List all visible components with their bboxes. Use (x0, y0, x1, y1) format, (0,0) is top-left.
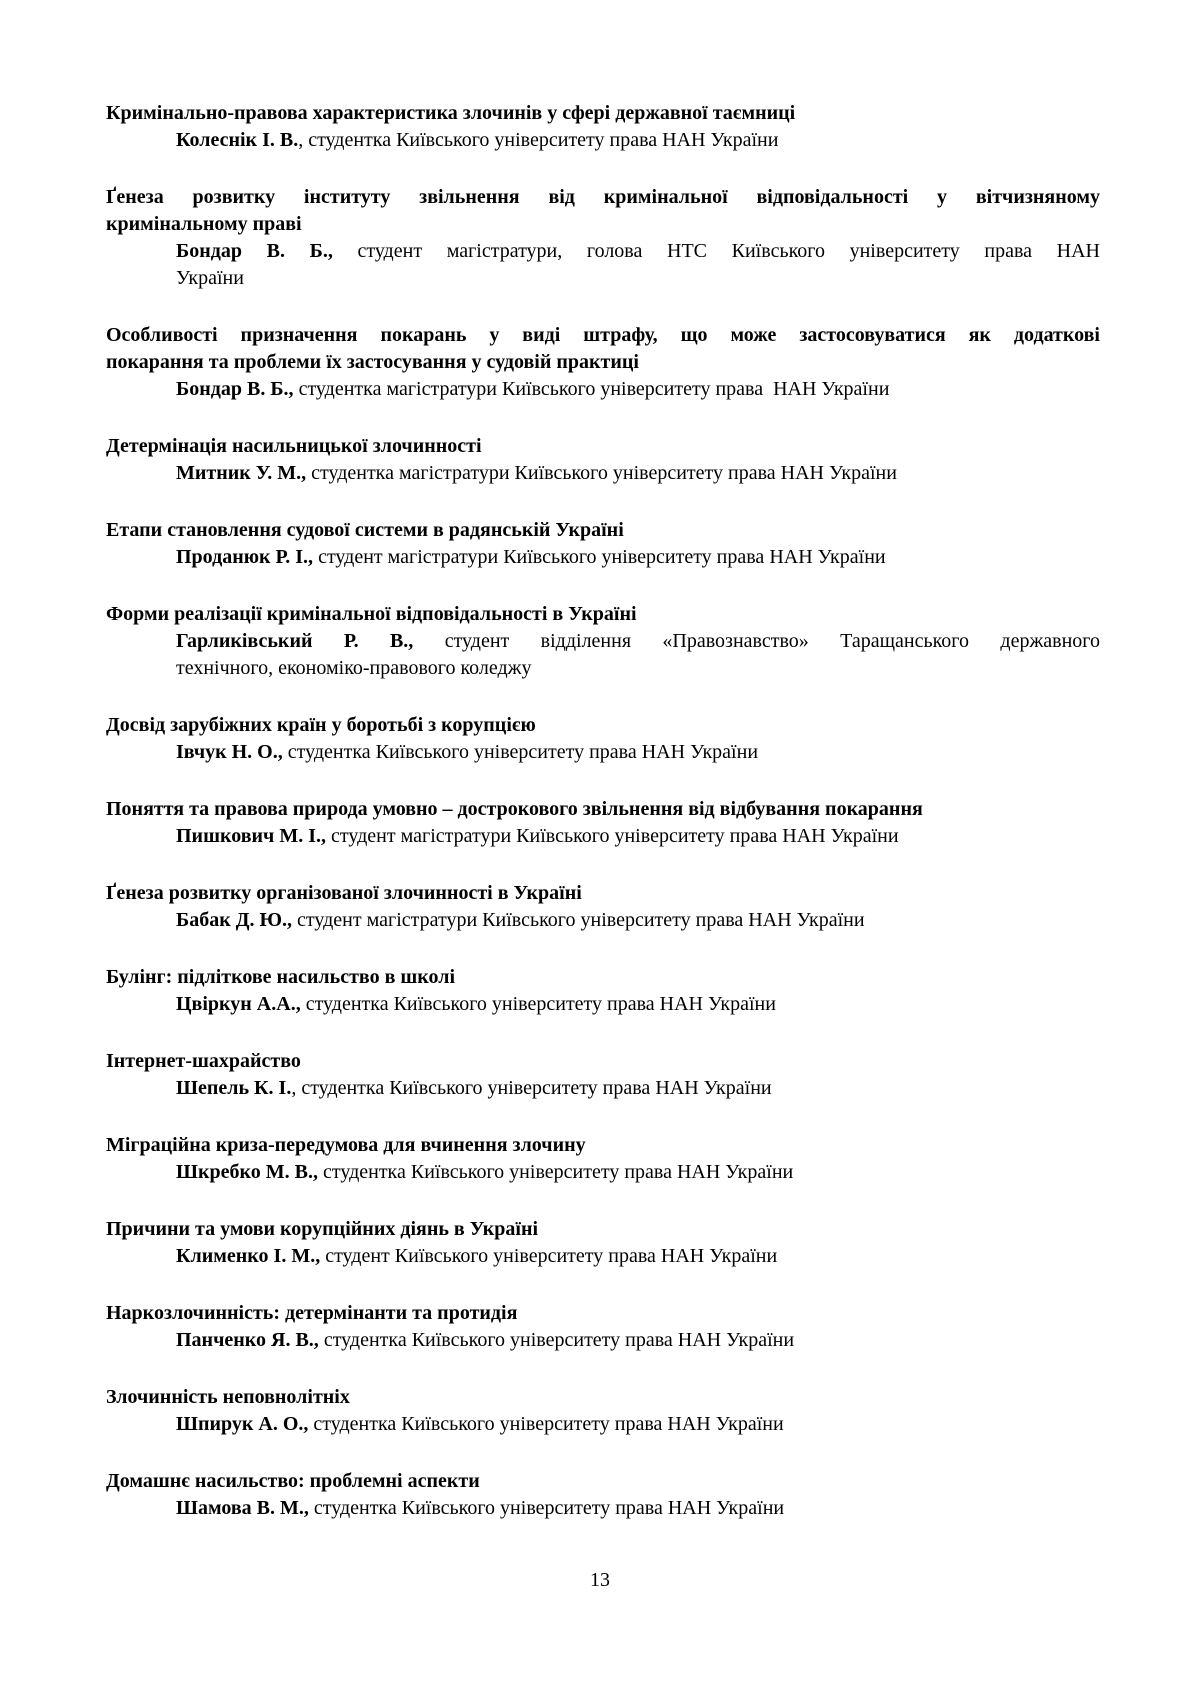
author-affiliation: , студентка Київського університету права НАН України (298, 129, 779, 151)
entry-author-continuation-line: України (176, 267, 244, 289)
entry-title-line: Детермінація насильницької злочинності (106, 435, 482, 457)
entry-author-line (176, 1159, 1100, 1186)
author-affiliation: студент магістратури Київського університету права НАН України (326, 825, 899, 847)
entry-author-continuation-line: технічного, економіко-правового коледжу (176, 657, 532, 679)
entry-title (106, 184, 1100, 238)
entry-title-line: Ґенеза розвитку організованої злочинності в Україні (106, 882, 582, 904)
entry-author (106, 460, 1100, 487)
entry-title (106, 100, 1100, 127)
entry-title-line: Ґенеза розвитку інституту звільнення від кримінальної відповідальності у вітчизняному (106, 186, 1100, 208)
author-name: Пишкович М. І., (176, 825, 326, 847)
author-affiliation: студент Київського університету права НАН України (320, 1245, 778, 1267)
entry-title-line: Інтернет-шахрайство (106, 1050, 301, 1072)
toc-entry (106, 796, 1100, 850)
entry-title (106, 433, 1100, 460)
entry-author-line (176, 127, 1100, 154)
author-name: Шепель К. І. (176, 1077, 292, 1099)
author-affiliation: студент магістратури Київського університету права НАН України (292, 909, 865, 931)
entry-title (106, 322, 1100, 376)
entry-author-line (176, 1411, 1100, 1438)
entry-title-line: Особливості призначення покарань у виді штрафу, що може застосовуватися як додаткові (106, 324, 1100, 346)
entry-author-line (176, 376, 1100, 403)
author-affiliation: студентка Київського університету права НАН України (308, 1497, 785, 1519)
author-affiliation: студентка Київського університету права НАН України (318, 1329, 795, 1351)
author-affiliation: студентка Київського університету права НАН України (317, 1161, 794, 1183)
entry-author-line (176, 1243, 1100, 1270)
toc-entry (106, 712, 1100, 766)
toc-entry (106, 1300, 1100, 1354)
author-name: Бондар В. Б., (176, 240, 333, 262)
toc-entry (106, 1132, 1100, 1186)
author-affiliation: , студентка Київського університету права НАН України (291, 1077, 772, 1099)
entry-title (106, 1048, 1100, 1075)
entry-author (106, 238, 1100, 292)
entry-author (106, 907, 1100, 934)
author-name: Колеснік І. В. (176, 129, 299, 151)
entry-author (106, 1075, 1100, 1102)
entry-author-line (176, 739, 1100, 766)
entry-title-line: Форми реалізації кримінальної відповідальності в Україні (106, 603, 637, 625)
author-name: Бондар В. Б., (176, 378, 294, 400)
toc-entry (106, 184, 1100, 292)
author-name: Івчук Н. О., (176, 741, 283, 763)
toc-entry (106, 1216, 1100, 1270)
entry-author (106, 628, 1100, 682)
toc-entry (106, 322, 1100, 403)
entry-title (106, 1216, 1100, 1243)
entry-author (106, 823, 1100, 850)
author-name: Клименко І. М., (176, 1245, 321, 1267)
author-affiliation: студент магістратури, голова НТС Київського університету права НАН (332, 240, 1100, 262)
entry-title (106, 1132, 1100, 1159)
entry-author-line (176, 544, 1100, 571)
toc-entry (106, 880, 1100, 934)
toc-entry (106, 1468, 1100, 1522)
entry-title (106, 796, 1100, 823)
entry-title-line: Досвід зарубіжних країн у боротьбі з корупцією (106, 714, 536, 736)
author-name: Митник У. М., (176, 462, 307, 484)
toc-entry (106, 517, 1100, 571)
entry-author (106, 739, 1100, 766)
entry-author-line (176, 907, 1100, 934)
author-name: Проданюк Р. І., (176, 546, 314, 568)
entry-title (106, 1468, 1100, 1495)
entry-title-line: Міграційна криза-передумова для вчинення злочину (106, 1134, 586, 1156)
page-number: 13 (590, 1569, 610, 1591)
entry-title (106, 880, 1100, 907)
toc-entry (106, 100, 1100, 154)
toc-entry (106, 1048, 1100, 1102)
entry-author-line (176, 991, 1100, 1018)
author-name: Гарликівський Р. В., (176, 630, 414, 652)
author-name: Шамова В. М., (176, 1497, 309, 1519)
author-name: Цвіркун А.А., (176, 993, 301, 1015)
entry-title-line: Булінг: підліткове насильство в школі (106, 966, 456, 988)
entry-author (106, 991, 1100, 1018)
entry-title-line: Причини та умови корупційних діянь в Україні (106, 1218, 539, 1240)
entry-title-line: покарання та проблеми їх застосування у судовій практиці (106, 351, 639, 373)
entry-title (106, 1384, 1100, 1411)
entry-author-line (176, 1495, 1100, 1522)
entry-author-line (176, 1075, 1100, 1102)
entry-author-line (176, 628, 1100, 655)
entry-author (106, 1411, 1100, 1438)
author-affiliation: студентка магістратури Київського університету права НАН України (293, 378, 890, 400)
entry-author (106, 1495, 1100, 1522)
author-affiliation: студент магістратури Київського університету права НАН України (313, 546, 886, 568)
entry-author (106, 1159, 1100, 1186)
toc-entry (106, 601, 1100, 682)
author-affiliation: студентка Київського університету права НАН України (282, 741, 759, 763)
toc-entry (106, 433, 1100, 487)
entry-author-line (176, 1327, 1100, 1354)
entry-author-line (176, 823, 1100, 850)
author-name: Шкребко М. В., (176, 1161, 318, 1183)
author-name: Панченко Я. В., (176, 1329, 319, 1351)
entry-author (106, 1327, 1100, 1354)
toc-list (106, 100, 1100, 1552)
author-name: Бабак Д. Ю., (176, 909, 293, 931)
entry-author-line (176, 460, 1100, 487)
entry-title-line: Домашнє насильство: проблемні аспекти (106, 1470, 480, 1492)
entry-title-line: Етапи становлення судової системи в радянській Україні (106, 519, 624, 541)
author-name: Шпирук А. О., (176, 1413, 309, 1435)
entry-title (106, 964, 1100, 991)
entry-author (106, 127, 1100, 154)
entry-title (106, 517, 1100, 544)
author-affiliation: студент відділення «Правознавство» Таращанського державного (413, 630, 1100, 652)
entry-title-line: Поняття та правова природа умовно – дострокового звільнення від відбування покарання (106, 798, 923, 820)
entry-title (106, 601, 1100, 628)
author-affiliation: студентка магістратури Київського університету права НАН України (306, 462, 897, 484)
toc-entry (106, 964, 1100, 1018)
entry-author (106, 544, 1100, 571)
entry-author (106, 376, 1100, 403)
entry-author (106, 1243, 1100, 1270)
toc-entry (106, 1384, 1100, 1438)
entry-title-line: Злочинність неповнолітніх (106, 1386, 350, 1408)
entry-author-line (176, 238, 1100, 265)
entry-title (106, 712, 1100, 739)
entry-title-line: Наркозлочинність: детермінанти та протидія (106, 1302, 518, 1324)
entry-title (106, 1300, 1100, 1327)
entry-title-line: Кримінально-правова характеристика злочинів у сфері державної таємниці (106, 102, 796, 124)
entry-title-line: кримінальному праві (106, 213, 302, 235)
author-affiliation: студентка Київського університету права НАН України (300, 993, 776, 1015)
author-affiliation: студентка Київського університету права НАН України (308, 1413, 784, 1435)
